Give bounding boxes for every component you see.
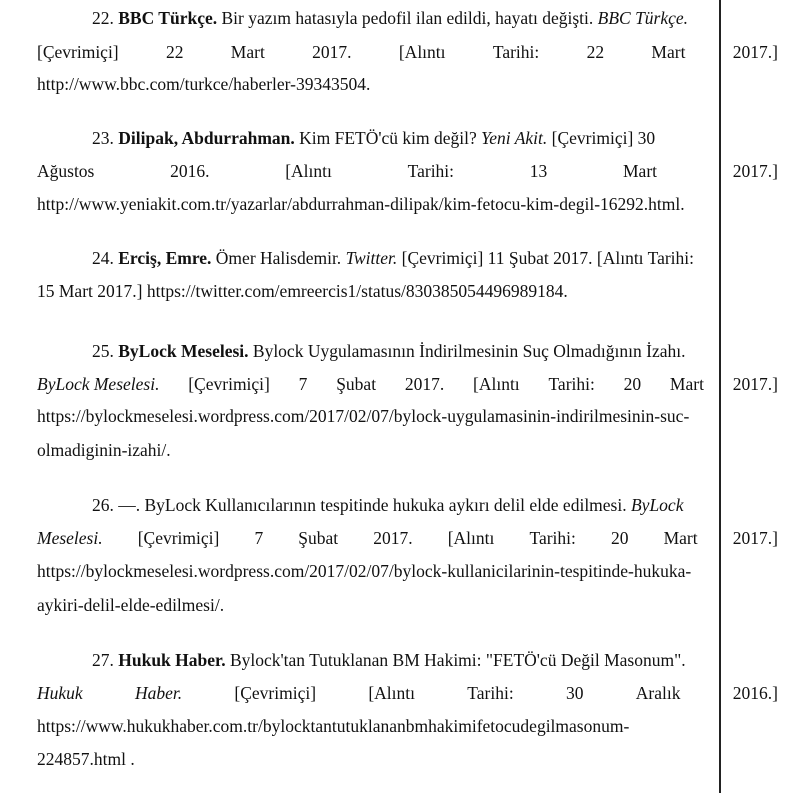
reference-author: —. bbox=[118, 495, 141, 515]
reference-url: http://www.yeniakit.com.tr/yazarlar/abdurrahman-dilipak/kim-fetocu-kim-degil-16292.html. bbox=[37, 194, 685, 214]
reference-22-line-1 bbox=[92, 5, 778, 31]
reference-source: Hukuk bbox=[37, 683, 83, 703]
reference-source: ByLock Meselesi. bbox=[37, 374, 160, 394]
reference-url: https://bylockmeselesi.wordpress.com/2017/02/07/bylock-kullanicilarinin-tespitinde-hukuka- bbox=[37, 561, 692, 581]
reference-title: Kim FETÖ'cü kim değil? bbox=[299, 128, 477, 148]
reference-26-line-2: Meselesi. [Çevrimiçi] 7 Şubat 2017. [Alıntı Tarihi: 20 Mart 2017.] bbox=[37, 525, 778, 551]
reference-source: Yeni Akit. bbox=[481, 128, 548, 148]
reference-url: http://www.bbc.com/turkce/haberler-39343504. bbox=[37, 74, 371, 94]
reference-author: Dilipak, Abdurrahman. bbox=[118, 128, 295, 148]
reference-source-continued: Haber. bbox=[134, 683, 183, 703]
reference-url-continued: 224857.html . bbox=[37, 749, 135, 769]
reference-number: 22. bbox=[92, 8, 114, 28]
reference-number: 25. bbox=[92, 341, 114, 361]
reference-author: Erciş, Emre. bbox=[118, 248, 212, 268]
reference-url: https://bylockmeselesi.wordpress.com/2017/02/07/bylock-uygulamasinin-indirilmesinin-suc- bbox=[37, 406, 690, 426]
reference-url-continued: aykiri-delil-elde-edilmesi/. bbox=[37, 595, 225, 615]
reference-title: Bir yazım hatasıyla pedofil ilan edildi, hayatı değişti. bbox=[221, 8, 594, 28]
reference-24-line-1: 24. Erciş, Emre. Ömer Halisdemir. Twitter. [Çevrimiçi] 11 Şubat 2017. [Alıntı Tarihi: bbox=[92, 248, 695, 268]
reference-url-continued: olmadiginin-izahi/. bbox=[37, 440, 171, 460]
reference-url: https://www.hukukhaber.com.tr/bylocktantutuklananbmhakimifetocudegilmasonum- bbox=[37, 716, 630, 736]
reference-source: BBC Türkçe. bbox=[597, 8, 689, 28]
reference-number: 27. bbox=[92, 650, 114, 670]
reference-title: ByLock Kullanıcılarının tespitinde hukuka aykırı delil elde edilmesi. bbox=[144, 495, 627, 515]
reference-number: 23. bbox=[92, 128, 114, 148]
reference-27-line-1 bbox=[92, 647, 778, 673]
reference-27-line-2: Hukuk Haber. [Çevrimiçi] [Alıntı Tarihi: 30 Aralık 2016.] bbox=[37, 680, 778, 706]
reference-25-line-1 bbox=[92, 338, 778, 364]
reference-title: Bylock Uygulamasının İndirilmesinin Suç Olmadığının İzahı. bbox=[252, 341, 686, 361]
reference-author: Hukuk Haber. bbox=[118, 650, 226, 670]
reference-23-line-1: 23. Dilipak, Abdurrahman. Kim FETÖ'cü kim değil? Yeni Akit. [Çevrimiçi] 30 bbox=[92, 128, 656, 148]
reference-author: BBC Türkçe. bbox=[118, 8, 218, 28]
reference-24-line-2: 15 Mart 2017.] https://twitter.com/emreercis1/status/830385054496989184. bbox=[37, 281, 568, 301]
reference-source-continued: Meselesi. bbox=[37, 528, 103, 548]
reference-source: ByLock bbox=[630, 495, 684, 515]
reference-author: ByLock Meselesi. bbox=[118, 341, 249, 361]
reference-23-line-2: Ağustos 2016. [Alıntı Tarihi: 13 Mart 2017.] bbox=[37, 161, 778, 181]
reference-source: Twitter. bbox=[345, 248, 398, 268]
reference-number: 24. bbox=[92, 248, 114, 268]
reference-title: Bylock'tan Tutuklanan BM Hakimi: "FETÖ'cü Değil Masonum". bbox=[229, 650, 686, 670]
reference-26-line-1 bbox=[92, 492, 778, 518]
reference-22-line-2: [Çevrimiçi] 22 Mart 2017. [Alıntı Tarihi: 22 Mart 2017.] bbox=[37, 42, 778, 62]
reference-25-line-2: ByLock Meselesi. [Çevrimiçi] 7 Şubat 2017. [Alıntı Tarihi: 20 Mart 2017.] bbox=[37, 371, 778, 397]
reference-number: 26. bbox=[92, 495, 114, 515]
reference-title: Ömer Halisdemir. bbox=[215, 248, 342, 268]
